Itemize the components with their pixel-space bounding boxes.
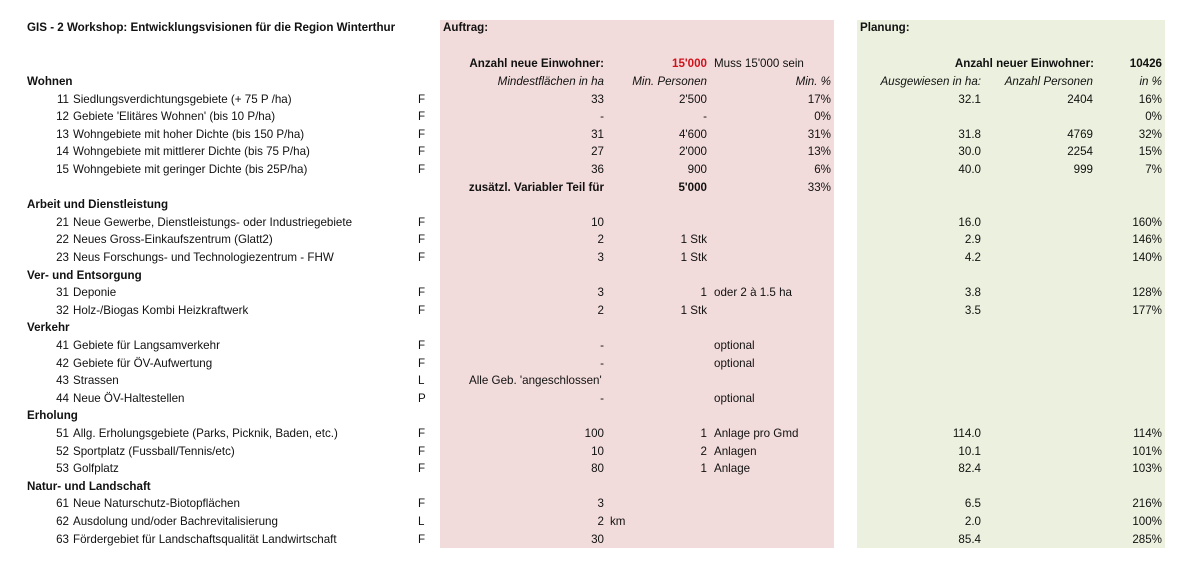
planung-einwohner-label: Anzahl neuer Einwohner: <box>954 57 1094 70</box>
auftrag-flaeche: 30 <box>591 533 604 546</box>
planung-prozent: 7% <box>1145 163 1162 176</box>
auftrag-flaeche: - <box>600 110 604 123</box>
planung-col-prozent: in % <box>1139 75 1162 88</box>
table-row <box>0 285 1200 302</box>
table-row <box>0 303 1200 320</box>
item-number: 21 <box>56 216 69 229</box>
table-row <box>0 514 1200 531</box>
planung-col-personen: Anzahl Personen <box>1004 75 1093 88</box>
item-code: F <box>418 251 426 264</box>
item-label: Wohngebiete mit geringer Dichte (bis 25P/ha) <box>73 163 308 176</box>
category-label: Verkehr <box>27 321 70 334</box>
planung-prozent: 101% <box>1132 445 1162 458</box>
table-row <box>0 444 1200 461</box>
item-number: 53 <box>56 462 69 475</box>
auftrag-personen: 2'000 <box>678 145 707 158</box>
item-label: Gebiete für ÖV-Aufwertung <box>73 357 213 370</box>
item-label: Golfplatz <box>73 462 119 475</box>
item-label: Wohngebiete mit hoher Dichte (bis 150 P/ha) <box>73 128 305 141</box>
auftrag-prozent: 6% <box>814 163 831 176</box>
planung-flaeche: 3.8 <box>964 286 981 299</box>
item-code: F <box>418 357 426 370</box>
planung-prozent: 100% <box>1132 515 1162 528</box>
item-label: Neue ÖV-Haltestellen <box>73 392 185 405</box>
auftrag-personen: 2 <box>700 445 707 458</box>
category-row <box>0 408 1200 425</box>
item-code: F <box>418 128 426 141</box>
category-label: Natur- und Landschaft <box>27 480 151 493</box>
item-code: F <box>418 533 426 546</box>
item-number: 11 <box>56 93 69 106</box>
item-number: 32 <box>56 304 69 317</box>
auftrag-flaeche: 2 <box>597 515 604 528</box>
table-row <box>0 232 1200 249</box>
auftrag-note: Anlage <box>714 462 751 475</box>
planung-prozent: 0% <box>1145 110 1162 123</box>
auftrag-note: oder 2 à 1.5 ha <box>714 286 792 299</box>
planung-col-flaeche: Ausgewiesen in ha: <box>880 75 981 88</box>
auftrag-col-flaeche: Mindestflächen in ha <box>497 75 604 88</box>
item-code: F <box>418 93 426 106</box>
auftrag-flaeche: 2 <box>597 304 604 317</box>
planung-flaeche: 2.9 <box>964 233 981 246</box>
table-row <box>0 391 1200 408</box>
planung-prozent: 128% <box>1132 286 1162 299</box>
variabler-pct: 33% <box>807 181 831 194</box>
item-code: F <box>418 445 426 458</box>
table-row <box>0 250 1200 267</box>
auftrag-note: Anlage pro Gmd <box>714 427 799 440</box>
item-label: Neue Gewerbe, Dienstleistungs- oder Industriegebiete <box>73 216 353 229</box>
item-code: F <box>418 233 426 246</box>
item-label: Fördergebiet für Landschaftsqualität Landwirtschaft <box>73 533 337 546</box>
auftrag-personen: 1 <box>700 462 707 475</box>
item-code: F <box>418 163 426 176</box>
auftrag-prozent: 31% <box>807 128 831 141</box>
item-label: Neus Forschungs- und Technologiezentrum - FHW <box>73 251 334 264</box>
category-row <box>0 479 1200 496</box>
planung-prozent: 216% <box>1132 497 1162 510</box>
auftrag-flaeche: 27 <box>591 145 604 158</box>
auftrag-col-prozent: Min. % <box>795 75 831 88</box>
auftrag-heading: Auftrag: <box>443 21 489 34</box>
auftrag-note: optional <box>714 339 755 352</box>
item-number: 12 <box>56 110 69 123</box>
auftrag-flaeche: 3 <box>597 497 604 510</box>
item-number: 22 <box>56 233 69 246</box>
table-row <box>0 496 1200 513</box>
item-number: 13 <box>56 128 69 141</box>
planung-prozent: 16% <box>1138 93 1162 106</box>
item-label: Deponie <box>73 286 117 299</box>
item-number: 51 <box>56 427 69 440</box>
planung-flaeche: 40.0 <box>958 163 981 176</box>
planung-prozent: 285% <box>1132 533 1162 546</box>
table-row <box>0 144 1200 161</box>
item-label: Gebiete für Langsamverkehr <box>73 339 220 352</box>
category-label: Wohnen <box>27 75 73 88</box>
auftrag-flaeche: 3 <box>597 251 604 264</box>
item-label: Neue Naturschutz-Biotopflächen <box>73 497 240 510</box>
item-number: 52 <box>56 445 69 458</box>
auftrag-prozent: 17% <box>807 93 831 106</box>
table-row <box>0 426 1200 443</box>
item-label: Wohngebiete mit mittlerer Dichte (bis 75 P/ha) <box>73 145 310 158</box>
planung-flaeche: 85.4 <box>958 533 981 546</box>
auftrag-personen: 1 Stk <box>680 233 707 246</box>
table-row <box>0 373 1200 390</box>
planung-flaeche: 32.1 <box>958 93 981 106</box>
item-number: 41 <box>56 339 69 352</box>
item-number: 42 <box>56 357 69 370</box>
item-code: F <box>418 286 426 299</box>
variabler-row <box>0 180 1200 197</box>
auftrag-note: optional <box>714 357 755 370</box>
planung-prozent: 32% <box>1138 128 1162 141</box>
planung-prozent: 114% <box>1133 427 1162 440</box>
planung-flaeche: 3.5 <box>964 304 981 317</box>
variabler-value: 5'000 <box>678 181 707 194</box>
item-label: Neues Gross-Einkaufszentrum (Glatt2) <box>73 233 273 246</box>
category-label: Arbeit und Dienstleistung <box>27 198 169 211</box>
category-row <box>0 268 1200 285</box>
auftrag-text: Alle Geb. 'angeschlossen' <box>469 374 602 387</box>
item-number: 23 <box>56 251 69 264</box>
auftrag-flaeche: - <box>600 339 604 352</box>
table-row <box>0 461 1200 478</box>
auftrag-personen: 1 <box>700 286 707 299</box>
item-label: Gebiete 'Elitäres Wohnen' (bis 10 P/ha) <box>73 110 276 123</box>
auftrag-flaeche: 100 <box>584 427 604 440</box>
planung-prozent: 140% <box>1132 251 1162 264</box>
auftrag-note: Anlagen <box>714 445 757 458</box>
planung-flaeche: 2.0 <box>964 515 981 528</box>
item-label: Sportplatz (Fussball/Tennis/etc) <box>73 445 235 458</box>
planung-prozent: 103% <box>1132 462 1162 475</box>
auftrag-flaeche: 2 <box>597 233 604 246</box>
auftrag-personen: 2'500 <box>678 93 707 106</box>
planung-personen: 999 <box>1073 163 1093 176</box>
table-row <box>0 92 1200 109</box>
item-number: 43 <box>56 374 69 387</box>
auftrag-prozent: 13% <box>807 145 831 158</box>
auftrag-flaeche: - <box>600 392 604 405</box>
item-code: F <box>418 462 426 475</box>
table-row <box>0 532 1200 549</box>
item-code: F <box>418 304 426 317</box>
planung-prozent: 177% <box>1132 304 1162 317</box>
item-code: F <box>418 110 426 123</box>
item-code: L <box>418 374 425 387</box>
planung-prozent: 15% <box>1138 145 1162 158</box>
item-code: F <box>418 339 426 352</box>
planung-flaeche: 4.2 <box>964 251 981 264</box>
auftrag-einwohner-label: Anzahl neue Einwohner: <box>469 57 604 70</box>
item-label: Ausdolung und/oder Bachrevitalisierung <box>73 515 278 528</box>
table-row <box>0 127 1200 144</box>
category-row <box>0 197 1200 214</box>
category-row <box>0 320 1200 337</box>
category-label: Ver- und Entsorgung <box>27 269 142 282</box>
auftrag-personen: 1 Stk <box>680 304 707 317</box>
planung-prozent: 146% <box>1132 233 1162 246</box>
item-number: 63 <box>56 533 69 546</box>
planung-personen: 2254 <box>1067 145 1093 158</box>
planung-flaeche: 114.0 <box>952 427 981 440</box>
planung-einwohner-value: 10426 <box>1129 57 1162 70</box>
item-code: F <box>418 497 426 510</box>
auftrag-einwohner-value: 15'000 <box>672 57 707 70</box>
item-number: 15 <box>56 163 69 176</box>
table-row <box>0 162 1200 179</box>
auftrag-flaeche: 31 <box>591 128 604 141</box>
table-row <box>0 356 1200 373</box>
item-number: 62 <box>56 515 69 528</box>
table-row <box>0 109 1200 126</box>
planung-flaeche: 16.0 <box>958 216 981 229</box>
table-row <box>0 215 1200 232</box>
item-label: Allg. Erholungsgebiete (Parks, Picknik, Baden, etc.) <box>73 427 338 440</box>
planung-personen: 4769 <box>1067 128 1093 141</box>
planung-flaeche: 30.0 <box>958 145 981 158</box>
auftrag-personen: - <box>703 110 707 123</box>
item-label: Strassen <box>73 374 119 387</box>
auftrag-flaeche: 10 <box>591 445 604 458</box>
item-number: 14 <box>56 145 69 158</box>
auftrag-flaeche: 80 <box>591 462 604 475</box>
auftrag-personen: 1 Stk <box>680 251 707 264</box>
table-row <box>0 338 1200 355</box>
variabler-label: zusätzl. Variabler Teil für <box>468 181 604 194</box>
planung-flaeche: 31.8 <box>958 128 981 141</box>
planung-flaeche: 6.5 <box>964 497 981 510</box>
page-title: GIS - 2 Workshop: Entwicklungsvisionen für die Region Winterthur <box>27 21 396 34</box>
item-number: 61 <box>56 497 69 510</box>
item-code: F <box>418 145 426 158</box>
auftrag-personen: 4'600 <box>678 128 707 141</box>
auftrag-flaeche: 10 <box>591 216 604 229</box>
item-code: F <box>418 427 426 440</box>
category-label: Erholung <box>27 409 78 422</box>
auftrag-flaeche: 36 <box>591 163 604 176</box>
auftrag-unit: km <box>610 515 626 528</box>
auftrag-personen: 900 <box>687 163 707 176</box>
auftrag-prozent: 0% <box>814 110 831 123</box>
category-row <box>0 74 1200 91</box>
item-code: P <box>418 392 426 405</box>
auftrag-note: optional <box>714 392 755 405</box>
item-code: F <box>418 216 426 229</box>
auftrag-personen: 1 <box>700 427 707 440</box>
planung-personen: 2404 <box>1067 93 1093 106</box>
auftrag-flaeche: - <box>600 357 604 370</box>
planung-heading: Planung: <box>860 21 910 34</box>
planung-prozent: 160% <box>1132 216 1162 229</box>
auftrag-einwohner-note: Muss 15'000 sein <box>714 57 804 70</box>
planung-flaeche: 82.4 <box>958 462 981 475</box>
planung-flaeche: 10.1 <box>958 445 981 458</box>
item-number: 31 <box>56 286 69 299</box>
item-label: Siedlungsverdichtungsgebiete (+ 75 P /ha) <box>73 93 292 106</box>
auftrag-flaeche: 33 <box>591 93 604 106</box>
auftrag-col-personen: Min. Personen <box>632 75 707 88</box>
item-label: Holz-/Biogas Kombi Heizkraftwerk <box>73 304 249 317</box>
item-code: L <box>418 515 425 528</box>
item-number: 44 <box>56 392 69 405</box>
auftrag-flaeche: 3 <box>597 286 604 299</box>
